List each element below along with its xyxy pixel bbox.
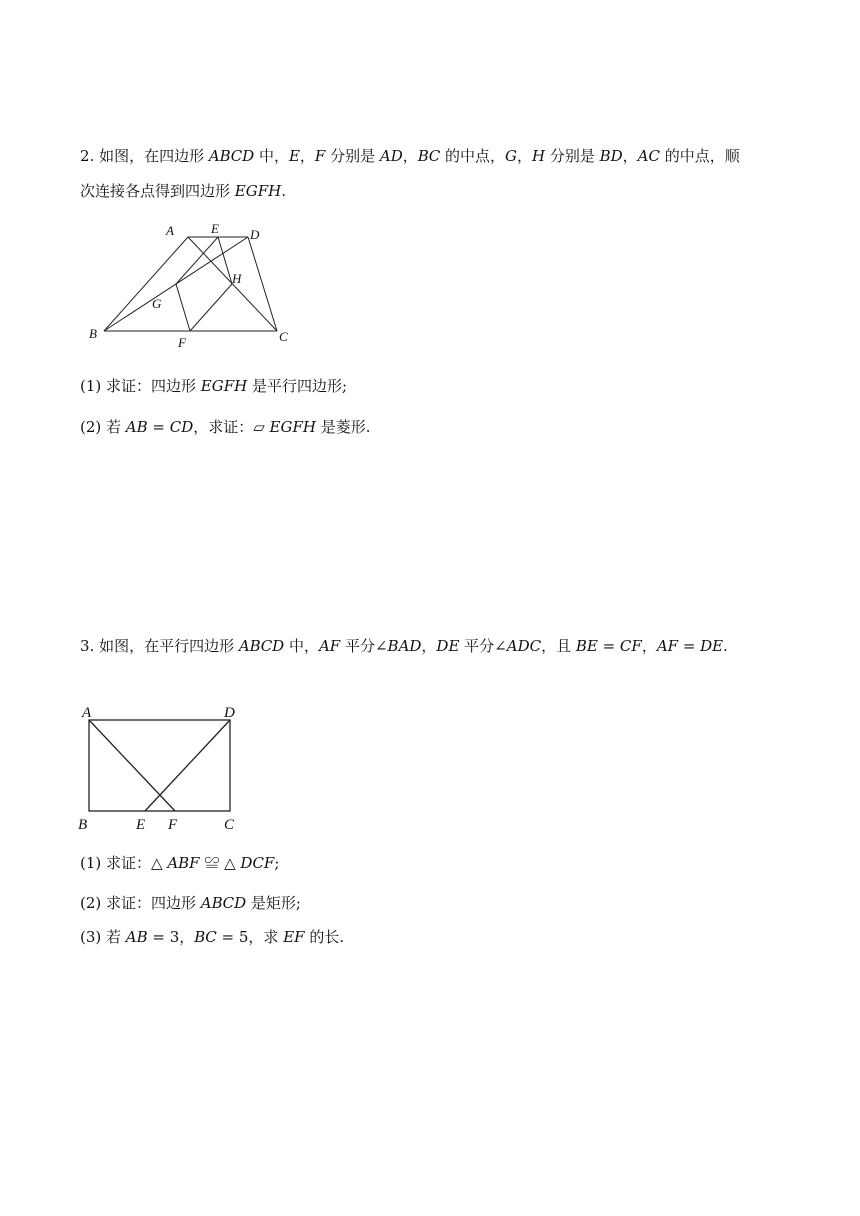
problem3-question2: (2) 求证：四边形 𝐴𝐵𝐶𝐷 是矩形;	[80, 894, 301, 912]
label-d: D	[224, 705, 235, 721]
label-e: E	[211, 221, 219, 236]
label-f: F	[168, 817, 178, 833]
problem3-figure	[75, 698, 255, 836]
label-c: C	[224, 817, 235, 833]
segment-de	[145, 720, 230, 811]
problem3-question1: (1) 求证：△ 𝐴𝐵𝐹 ≌ △ 𝐷𝐶𝐹;	[80, 854, 280, 872]
segment-fh	[190, 284, 232, 331]
label-f: F	[178, 335, 186, 350]
problem2-figure	[80, 214, 310, 354]
segment-he	[218, 237, 232, 284]
label-c: C	[279, 329, 288, 344]
problem2-intro-line2: 次连接各点得到四边形 𝐸𝐺𝐹𝐻.	[80, 182, 286, 200]
problem2-intro-line1: 2. 如图，在四边形 𝐴𝐵𝐶𝐷 中，𝐸，𝐹 分别是 𝐴𝐷，𝐵𝐶 的中点，𝐺，𝐻 分别是 𝐵𝐷，𝐴𝐶 的中点，顺	[80, 147, 740, 165]
label-a: A	[166, 223, 174, 238]
problem3-intro: 3. 如图，在平行四边形 𝐴𝐵𝐶𝐷 中，𝐴𝐹 平分∠𝐵𝐴𝐷，𝐷𝐸 平分∠𝐴𝐷𝐶，且 𝐵𝐸 = 𝐶𝐹，𝐴𝐹 = 𝐷𝐸.	[80, 637, 728, 655]
label-h: H	[232, 271, 242, 286]
segment-dc	[248, 237, 277, 331]
label-e: E	[136, 817, 146, 833]
rectangle-abcd	[89, 720, 230, 811]
label-d: D	[250, 227, 260, 242]
problem2-question2: (2) 若 𝐴𝐵 = 𝐶𝐷，求证：▱ 𝐸𝐺𝐹𝐻 是菱形.	[80, 418, 371, 436]
problem2-question1: (1) 求证：四边形 𝐸𝐺𝐹𝐻 是平行四边形;	[80, 377, 348, 395]
label-b: B	[89, 326, 97, 341]
label-g: G	[152, 296, 162, 311]
label-a: A	[82, 705, 92, 721]
segment-gf	[176, 284, 190, 331]
label-b: B	[78, 817, 88, 833]
problem3-question3: (3) 若 𝐴𝐵 = 3，𝐵𝐶 = 5，求 𝐸𝐹 的长.	[80, 928, 345, 946]
segment-af	[89, 720, 175, 811]
